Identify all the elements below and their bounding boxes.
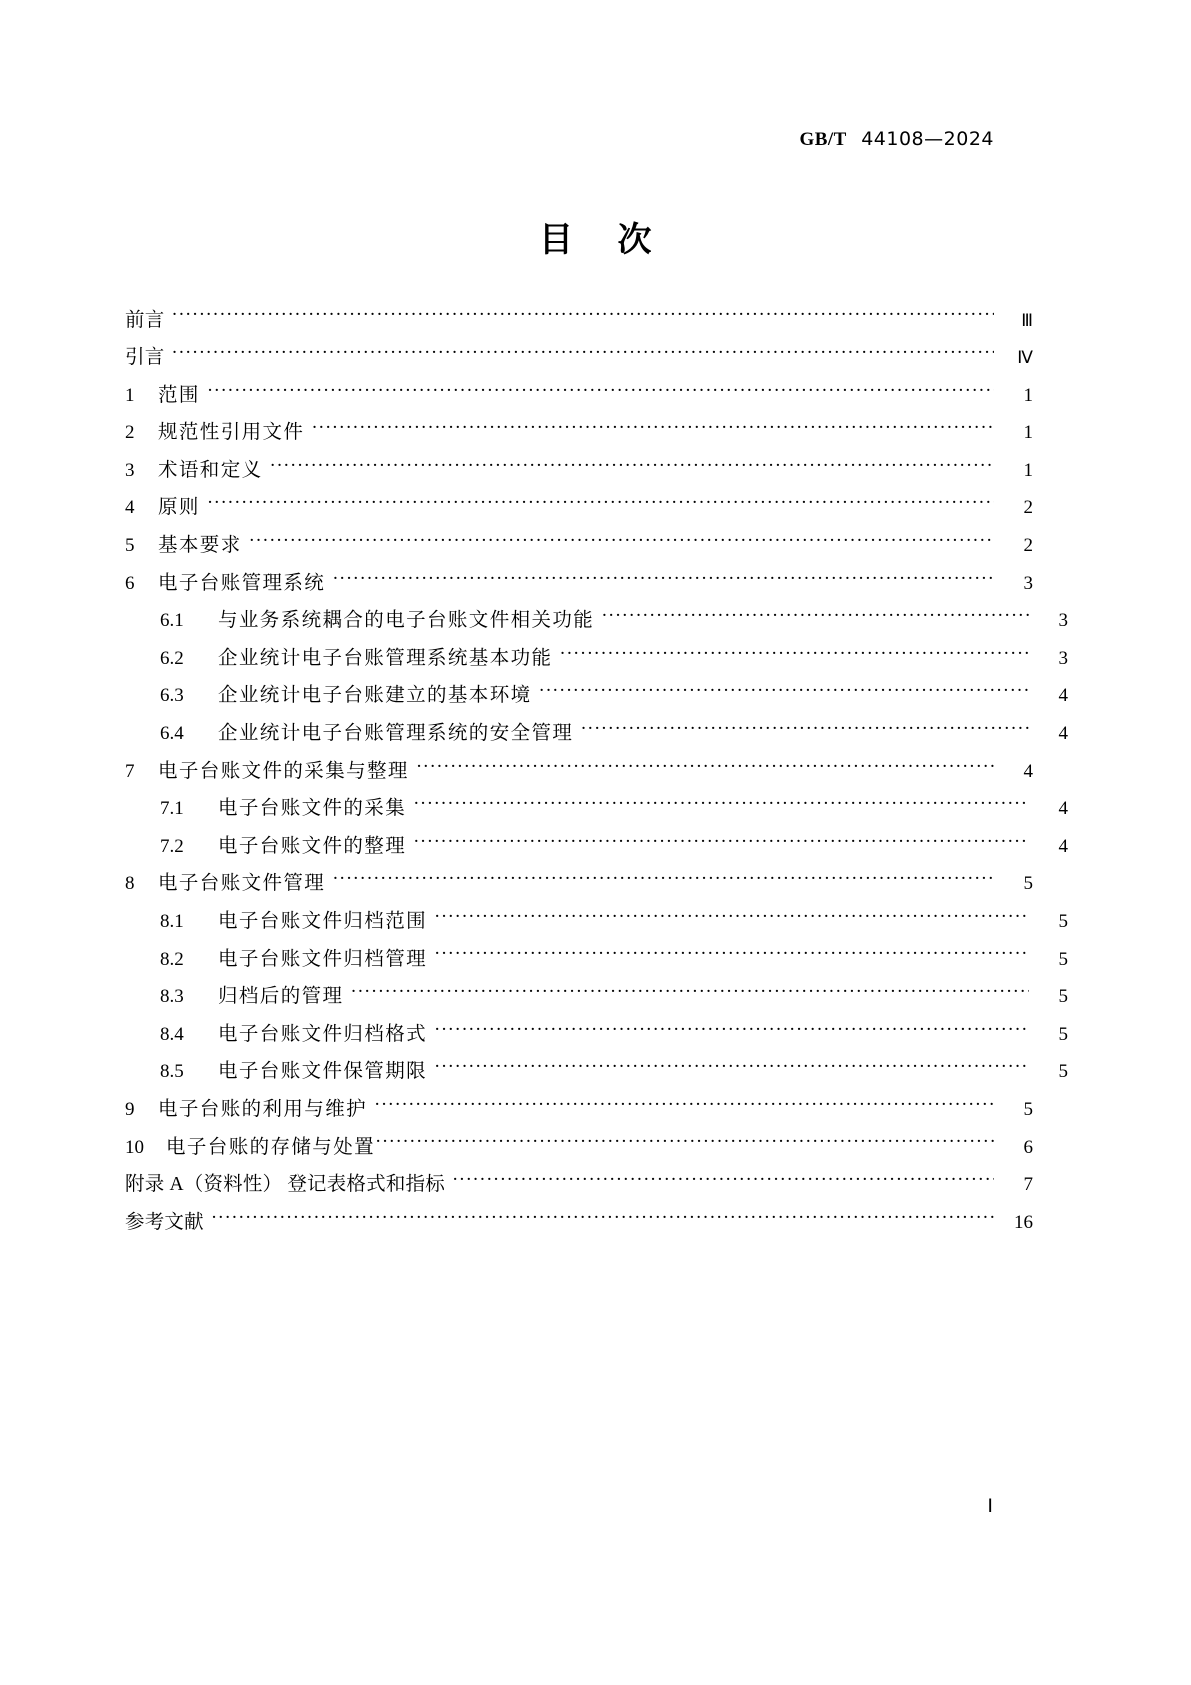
toc-entry-page-number: 4	[1058, 798, 1068, 820]
toc-entry[interactable]	[125, 870, 1033, 908]
toc-entry-page-number: 4	[1058, 685, 1068, 707]
toc-entry[interactable]	[125, 1208, 1033, 1246]
toc-entry-page-number: 5	[1058, 911, 1068, 932]
toc-leader-dots	[207, 494, 994, 514]
toc-entry-page-number: 3	[1058, 610, 1068, 632]
toc-entry-label: 引言	[125, 347, 165, 369]
toc-entry-page-number: 5	[1058, 1061, 1068, 1083]
toc-leader-dots	[434, 1058, 1029, 1078]
toc-entry-page-number: 1	[1023, 384, 1033, 406]
standard-number: 44108—2024	[861, 128, 994, 150]
toc-entry-label: 电子台账管理系统	[158, 572, 326, 594]
toc-entry-page-number: 2	[1023, 535, 1033, 557]
toc-entry[interactable]	[125, 1133, 1033, 1171]
toc-leader-dots	[601, 607, 1029, 627]
toc-entry-label: 电子台账文件的整理	[218, 835, 407, 857]
toc-leader-dots	[171, 306, 994, 326]
toc-entry-label: 企业统计电子台账管理系统基本功能	[218, 647, 553, 669]
toc-entry-label: 附录 A（资料性） 登记表格式和指标	[125, 1174, 445, 1196]
toc-leader-dots	[416, 757, 994, 777]
toc-entry-page-number: 6	[1023, 1136, 1033, 1158]
toc-entry-number: 5	[125, 535, 135, 557]
toc-leader-dots	[350, 983, 1029, 1003]
toc-leader-dots	[413, 795, 1029, 815]
toc-leader-dots	[559, 644, 1029, 664]
toc-entry-page-number: 4	[1023, 760, 1033, 782]
toc-leader-dots	[249, 532, 994, 552]
toc-entry-number: 1	[125, 384, 135, 406]
toc-leader-dots	[270, 456, 994, 476]
toc-entry[interactable]	[125, 644, 1068, 682]
toc-leader-dots	[413, 832, 1029, 852]
toc-leader-dots	[332, 569, 994, 589]
toc-entry-label: 电子台账文件归档范围	[218, 911, 428, 932]
toc-entry-page-number: 5	[1023, 1098, 1033, 1120]
toc-entry-number: 10	[125, 1136, 144, 1158]
toc-entry[interactable]	[125, 494, 1033, 532]
toc-entry[interactable]	[125, 532, 1033, 570]
toc-entry[interactable]	[125, 795, 1068, 833]
toc-entry-page-number: 5	[1058, 986, 1068, 1008]
toc-entry-label: 规范性引用文件	[158, 422, 305, 444]
toc-entry[interactable]	[125, 607, 1068, 645]
toc-entry-label: 参考文献	[125, 1211, 204, 1233]
title-char-mu: 目	[539, 220, 574, 260]
toc-leader-dots	[211, 1208, 994, 1228]
toc-entry[interactable]	[125, 945, 1068, 983]
toc-entry-page-number: 16	[1014, 1211, 1033, 1233]
toc-entry-number: 8.2	[160, 948, 184, 970]
toc-entry-number: 6.3	[160, 685, 184, 707]
toc-leader-dots	[207, 381, 994, 401]
standard-prefix: GB/T	[799, 129, 847, 150]
toc-entry-number: 6.2	[160, 647, 184, 669]
toc-entry[interactable]	[125, 569, 1033, 607]
toc-entry-label: 电子台账文件的采集	[218, 798, 407, 820]
toc-entry-label: 企业统计电子台账管理系统的安全管理	[218, 723, 574, 745]
toc-entry-label: 电子台账文件归档管理	[218, 948, 428, 970]
page-title	[0, 212, 1191, 261]
title-char-ci: 次	[617, 220, 652, 260]
toc-entry-page-number: 5	[1023, 873, 1033, 895]
toc-entry-number: 8	[125, 873, 135, 895]
toc-entry-number: 7.2	[160, 835, 184, 857]
toc-leader-dots	[374, 1095, 994, 1115]
toc-entry[interactable]	[125, 682, 1068, 720]
toc-entry-page-number: Ⅳ	[1017, 348, 1033, 369]
toc-entry[interactable]	[125, 720, 1068, 758]
toc-leader-dots	[580, 720, 1029, 740]
toc-entry-page-number: 4	[1058, 723, 1068, 745]
toc-leader-dots	[375, 1133, 994, 1153]
toc-entry-page-number: 5	[1058, 1023, 1068, 1045]
toc-entry-label: 电子台账文件归档格式	[218, 1023, 428, 1045]
toc-entry-page-number: 5	[1058, 948, 1068, 970]
toc-entry-label: 术语和定义	[158, 459, 263, 481]
toc-entry[interactable]	[125, 306, 1033, 344]
toc-entry-page-number: 1	[1023, 459, 1033, 481]
toc-leader-dots	[434, 908, 1029, 928]
toc-entry-page-number: 4	[1058, 835, 1068, 857]
toc-leader-dots	[434, 1020, 1029, 1040]
toc-entry-label: 电子台账文件的采集与整理	[158, 760, 409, 782]
toc-entry-label: 企业统计电子台账建立的基本环境	[218, 685, 532, 707]
toc-entry-number: 8.5	[160, 1061, 184, 1083]
toc-entry[interactable]	[125, 381, 1033, 419]
running-header	[799, 128, 994, 151]
toc-entry[interactable]	[125, 419, 1033, 457]
toc-entry-page-number: 3	[1023, 572, 1033, 594]
toc-entry-label: 电子台账文件管理	[158, 873, 326, 895]
toc-entry-number: 6.1	[160, 610, 184, 632]
toc-entry-number: 8.3	[160, 986, 184, 1008]
toc-entry[interactable]	[125, 757, 1033, 795]
toc-entry-number: 4	[125, 497, 135, 519]
toc-entry-label: 范围	[158, 384, 200, 406]
toc-entry-page-number: 3	[1058, 647, 1068, 669]
toc-leader-dots	[539, 682, 1029, 702]
toc-entry-label: 基本要求	[158, 535, 242, 557]
toc-leader-dots	[171, 344, 994, 364]
toc-entry-label: 原则	[158, 497, 200, 519]
toc-entry-page-number: 7	[1023, 1174, 1033, 1196]
toc-entry-number: 7.1	[160, 798, 184, 820]
toc-entry[interactable]	[125, 1171, 1033, 1209]
toc-entry[interactable]	[125, 344, 1033, 382]
toc-entry-label: 与业务系统耦合的电子台账文件相关功能	[218, 610, 595, 632]
toc-entry-number: 7	[125, 760, 135, 782]
toc-entry-page-number: 2	[1023, 497, 1033, 519]
table-of-contents	[125, 306, 1068, 1246]
toc-entry-label: 电子台账文件保管期限	[218, 1061, 428, 1083]
toc-entry-label: 前言	[125, 309, 165, 331]
toc-entry-number: 8.4	[160, 1023, 184, 1045]
toc-leader-dots	[452, 1171, 994, 1191]
toc-leader-dots	[311, 419, 994, 439]
toc-entry-number: 6	[125, 572, 135, 594]
toc-entry[interactable]	[125, 832, 1068, 870]
toc-entry[interactable]	[125, 456, 1033, 494]
toc-entry[interactable]	[125, 908, 1068, 946]
toc-entry[interactable]	[125, 1058, 1068, 1096]
toc-entry-label: 电子台账的利用与维护	[158, 1098, 368, 1120]
toc-entry-page-number: Ⅲ	[1021, 310, 1033, 331]
toc-entry[interactable]	[125, 1095, 1033, 1133]
footer-page-number: Ⅰ	[987, 1495, 993, 1517]
toc-entry[interactable]	[125, 1020, 1068, 1058]
toc-entry-label: 归档后的管理	[218, 986, 344, 1008]
toc-entry-label: 电子台账的存储与处置	[166, 1136, 376, 1158]
toc-entry-number: 8.1	[160, 911, 184, 932]
toc-entry-page-number: 1	[1023, 422, 1033, 444]
toc-leader-dots	[332, 870, 994, 890]
toc-leader-dots	[434, 945, 1029, 965]
toc-entry-number: 9	[125, 1098, 135, 1120]
toc-entry-number: 6.4	[160, 723, 184, 745]
toc-entry-number: 3	[125, 459, 135, 481]
toc-entry[interactable]	[125, 983, 1068, 1021]
toc-entry-number: 2	[125, 422, 135, 444]
